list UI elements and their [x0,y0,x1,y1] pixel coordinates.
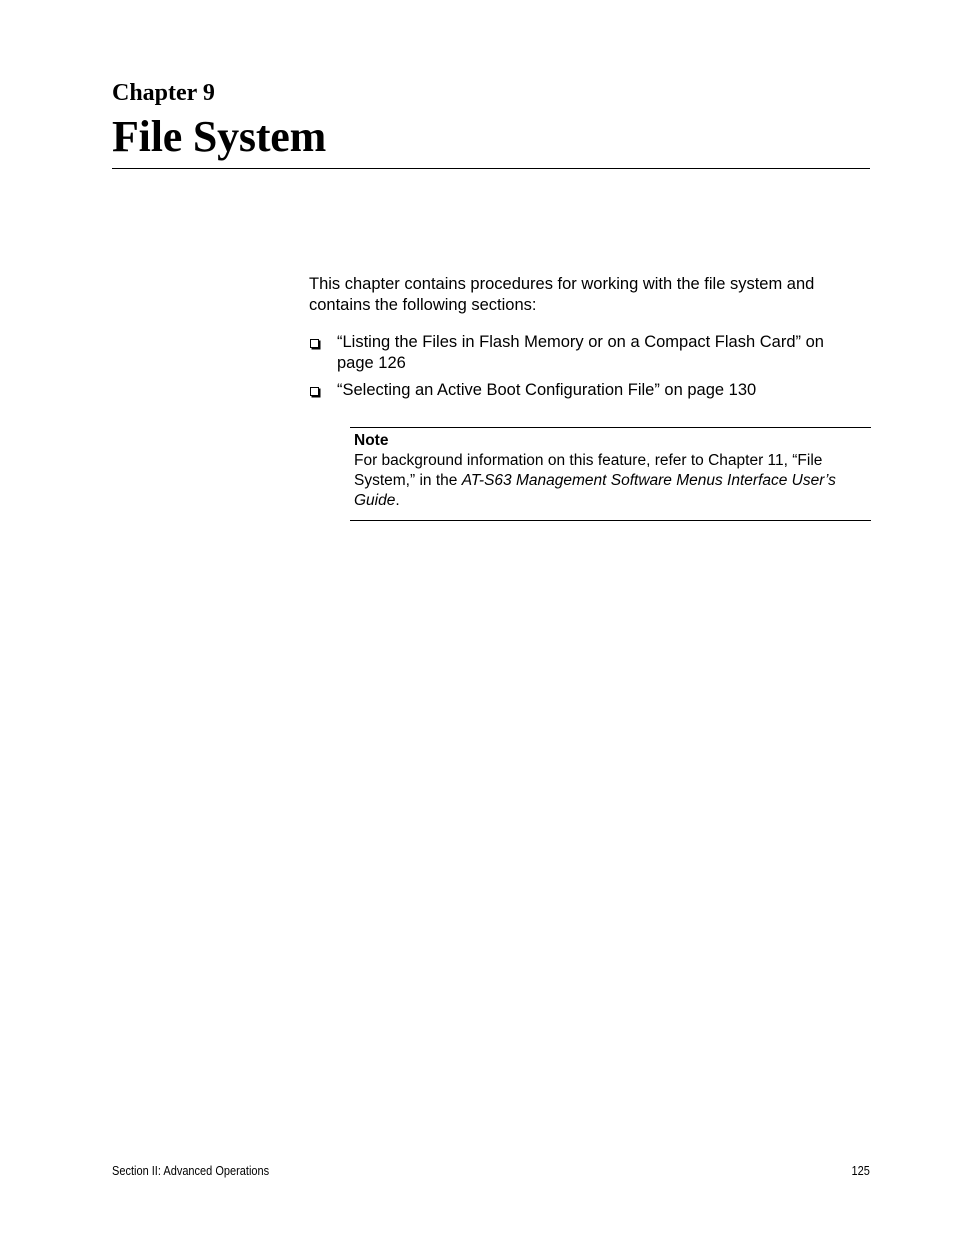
list-item[interactable] [309,332,859,374]
note-guide-title: AT-S63 Management Software Menus Interface User’s Guide [354,472,836,509]
chapter-label: Chapter 9 [112,80,215,106]
note-body [354,451,870,511]
checkbox-bullet-icon [310,387,319,396]
list-item[interactable] [309,380,859,401]
note-box [350,427,871,521]
title-rule [112,168,870,169]
footer-section-name: Section II: Advanced Operations [112,1164,270,1178]
note-heading: Note [354,432,389,449]
footer-page-number: 125 [851,1164,870,1178]
intro-paragraph: This chapter contains procedures for working with the file system and contains the following sections: [309,275,815,314]
section-list [309,332,859,407]
checkbox-bullet-icon [310,339,319,348]
chapter-title: File System [112,112,327,161]
note-body-suffix: . [395,492,400,509]
section-link-listing-files[interactable]: “Listing the Files in Flash Memory or on a Compact Flash Card” on page 126 [337,333,824,372]
note-body-prefix: For background information on this feature, refer to Chapter 11, “File System,” in the [354,452,823,489]
section-link-boot-config[interactable]: “Selecting an Active Boot Configuration File” on page 130 [337,381,757,399]
